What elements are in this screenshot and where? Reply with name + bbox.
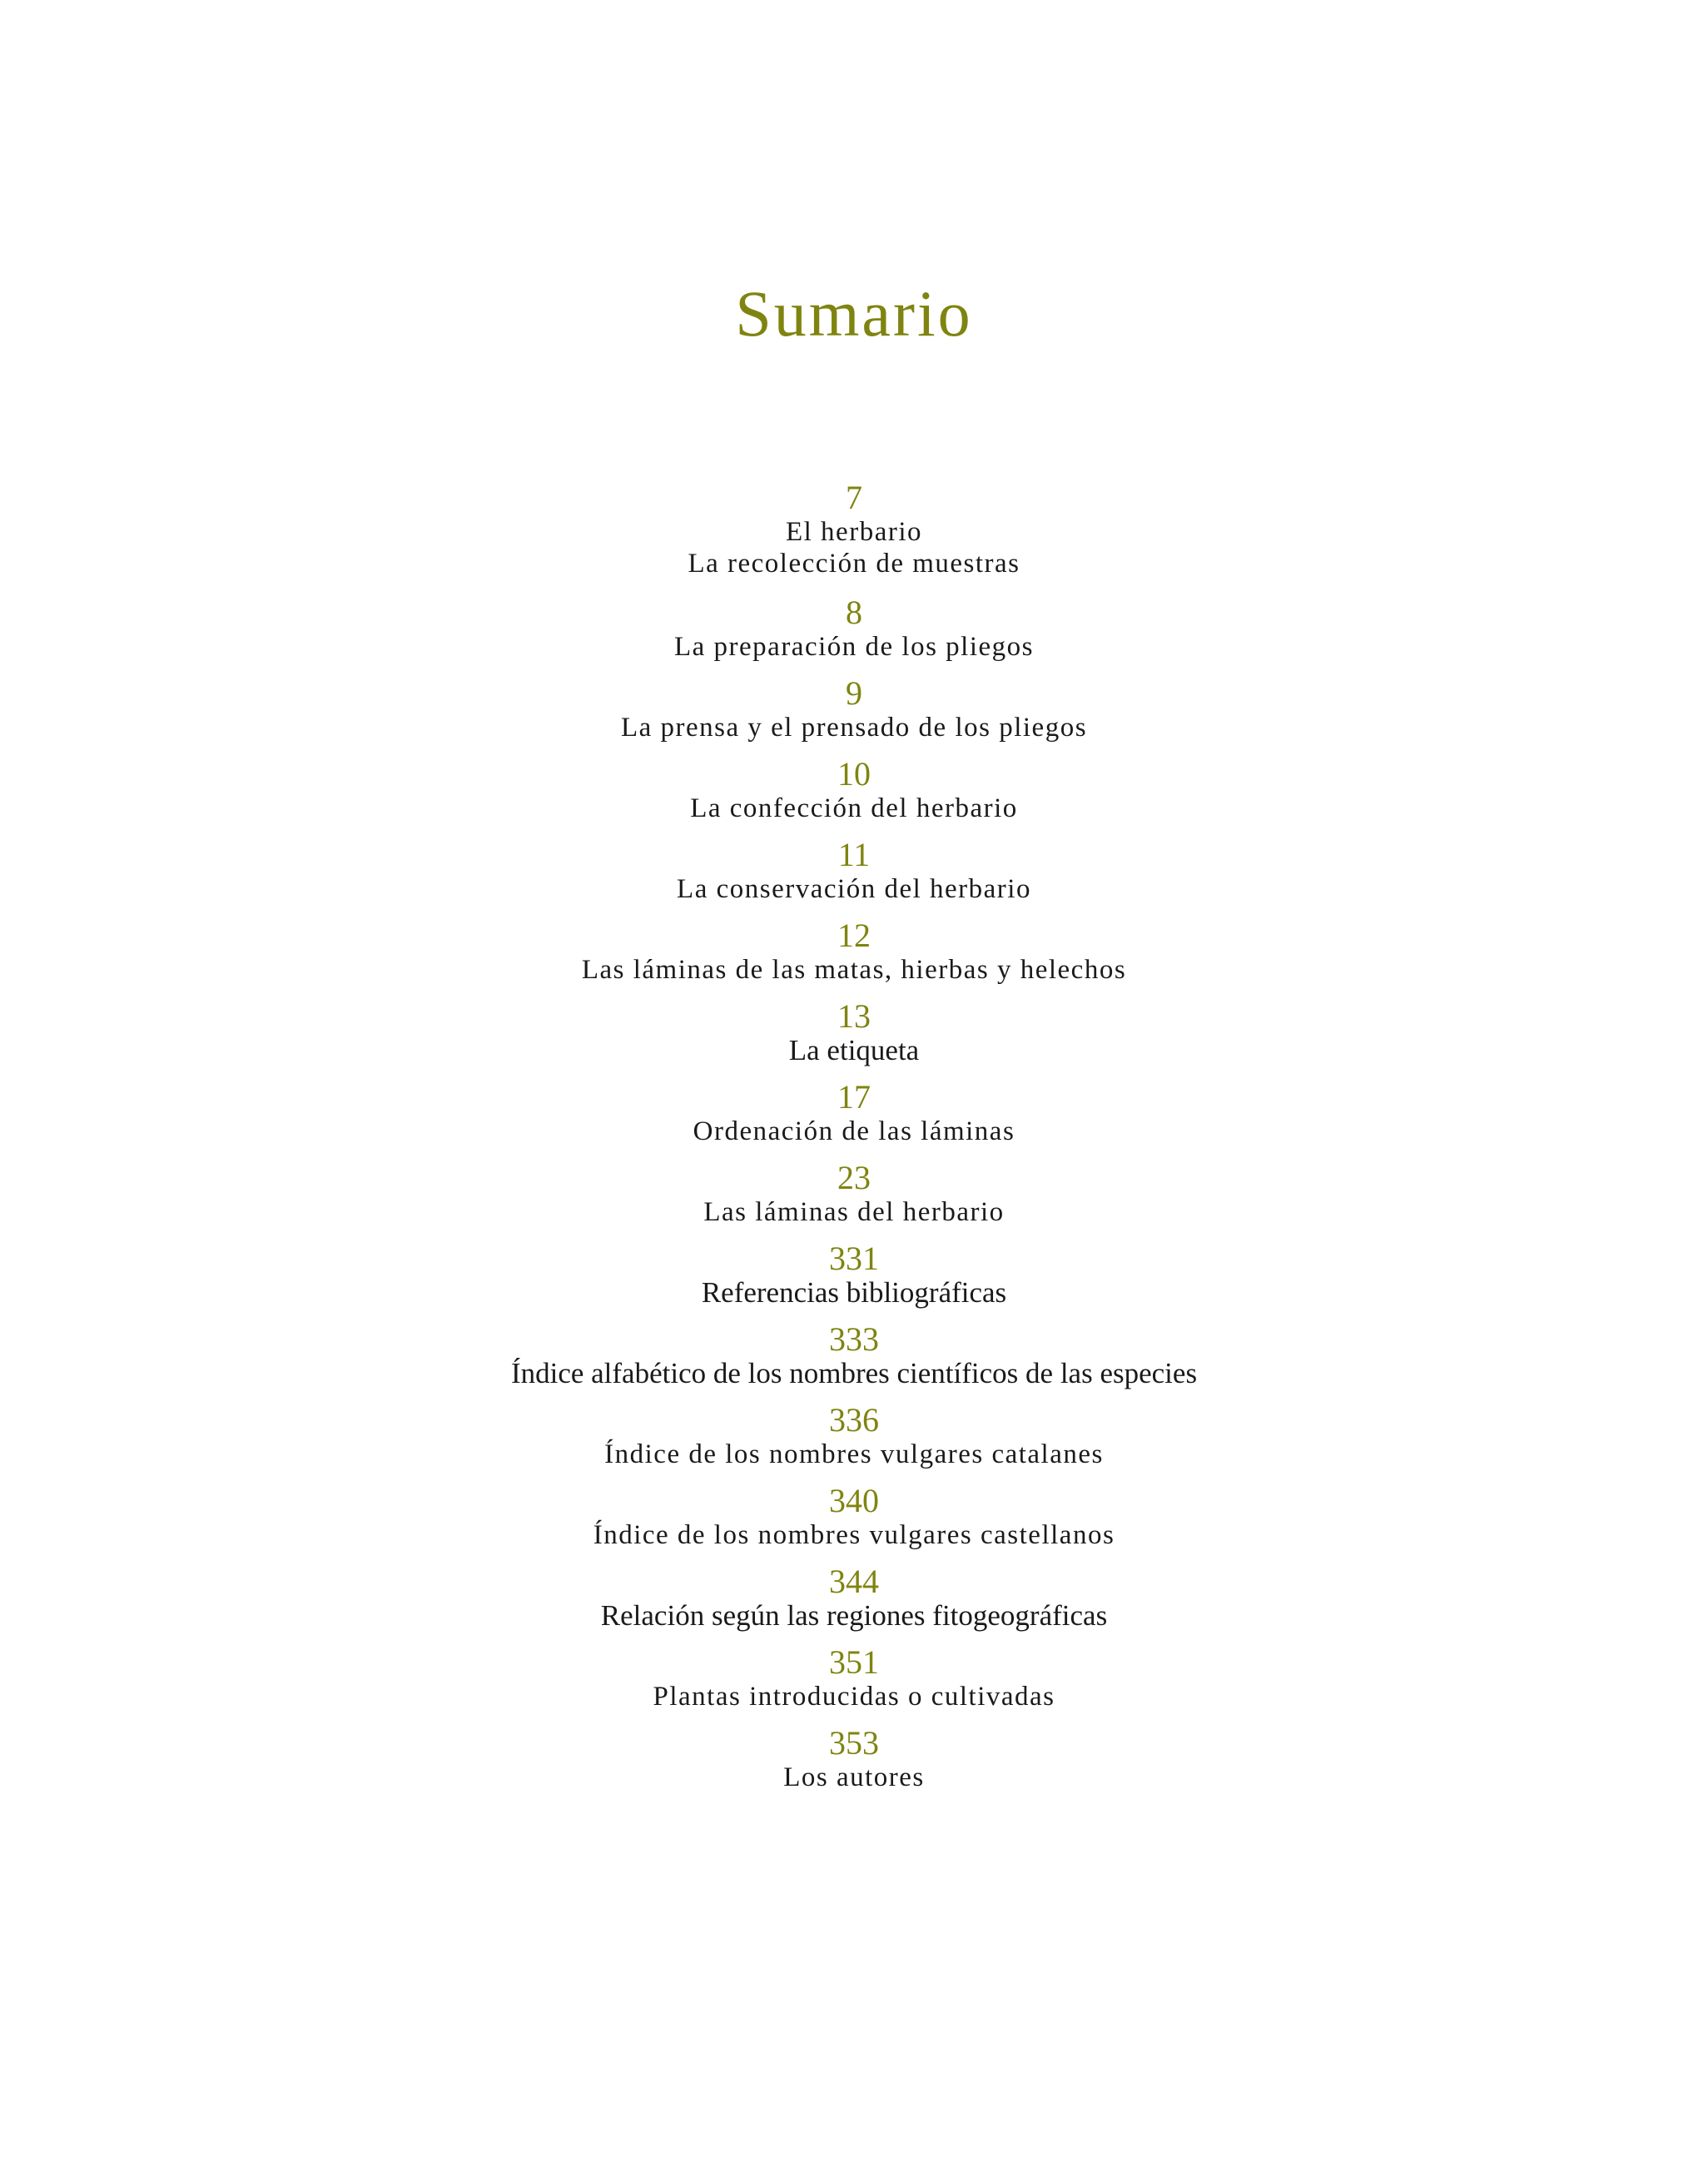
toc-entry xyxy=(0,1321,1708,1402)
toc-page-number: 17 xyxy=(837,1078,871,1116)
toc-page-number: 331 xyxy=(829,1240,879,1277)
toc-entry xyxy=(0,998,1708,1079)
toc-entry-title: Las láminas del herbario xyxy=(703,1197,1005,1227)
toc-entry xyxy=(0,1079,1708,1160)
toc-page-number: 353 xyxy=(829,1724,879,1762)
toc-entry-title: Los autores xyxy=(783,1762,925,1792)
toc-entry xyxy=(0,675,1708,756)
toc-entry-title: La preparación de los pliegos xyxy=(673,632,1035,662)
toc-page-number: 8 xyxy=(846,594,862,631)
toc-page-number: 333 xyxy=(829,1320,879,1358)
toc-page-number: 9 xyxy=(846,674,862,712)
toc-entry-title: La confección del herbario xyxy=(690,793,1018,823)
toc-entry-title: La etiqueta xyxy=(788,1034,920,1066)
toc-entry-title: Plantas introducidas o cultivadas xyxy=(653,1682,1055,1712)
toc-entry xyxy=(0,1725,1708,1806)
toc-page-number: 11 xyxy=(837,836,871,873)
toc-entry-title: Las láminas de las matas, hierbas y helechos xyxy=(581,955,1127,985)
toc-page-number: 12 xyxy=(837,917,871,954)
page-title: Sumario xyxy=(735,277,973,350)
toc-page-number: 7 xyxy=(846,479,862,516)
toc-entry-title: Referencias bibliográficas xyxy=(701,1276,1007,1309)
toc-entry-title: Relación según las regiones fitogeográficas xyxy=(600,1599,1108,1632)
toc-entry xyxy=(0,917,1708,998)
toc-entry xyxy=(0,756,1708,837)
table-of-contents xyxy=(0,480,1708,1806)
toc-entry xyxy=(0,480,1708,594)
toc-entry-title: Índice alfabético de los nombres científicos de las especies xyxy=(510,1357,1198,1389)
toc-page-number: 344 xyxy=(829,1563,879,1600)
toc-entry-title: La recolección de muestras xyxy=(688,549,1020,579)
toc-entry xyxy=(0,1644,1708,1725)
toc-entry-title: La prensa y el prensado de los pliegos xyxy=(620,713,1088,743)
toc-entry xyxy=(0,1483,1708,1563)
toc-entry-title: El herbario xyxy=(785,517,923,547)
toc-entry xyxy=(0,1563,1708,1644)
toc-entry xyxy=(0,594,1708,675)
toc-entry xyxy=(0,1240,1708,1321)
toc-entry xyxy=(0,1402,1708,1483)
toc-entry xyxy=(0,1160,1708,1240)
toc-page-number: 351 xyxy=(829,1643,879,1681)
toc-page-number: 340 xyxy=(829,1482,879,1519)
toc-entry-title: Índice de los nombres vulgares castellanos xyxy=(593,1520,1115,1550)
toc-page-number: 23 xyxy=(837,1159,871,1196)
toc-page-number: 336 xyxy=(829,1401,879,1439)
toc-page-number: 10 xyxy=(837,755,871,793)
toc-entry-title: La conservación del herbario xyxy=(677,874,1031,904)
toc-page-number: 13 xyxy=(837,997,871,1035)
toc-entry-title: Índice de los nombres vulgares catalanes xyxy=(604,1439,1104,1469)
toc-entry-title: Ordenación de las láminas xyxy=(693,1116,1015,1146)
toc-entry xyxy=(0,837,1708,917)
